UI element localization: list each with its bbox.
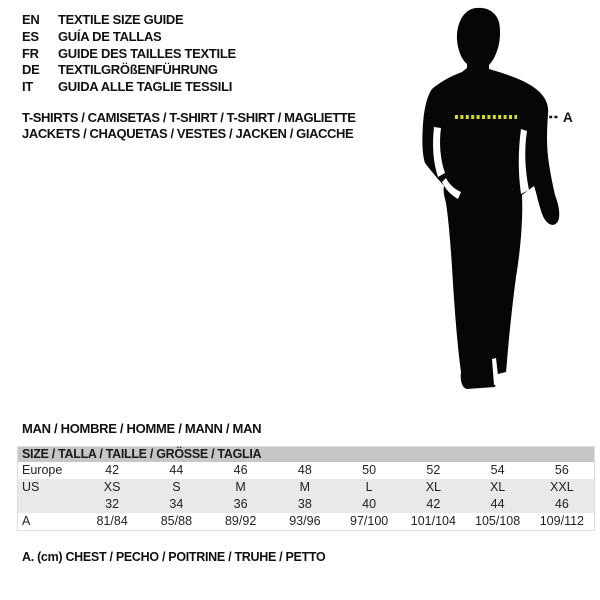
- table-cell: 36: [233, 497, 248, 511]
- language-row: [22, 62, 236, 79]
- table-cell: 93/96: [289, 514, 321, 528]
- measure-label-a: A: [563, 110, 573, 125]
- table-cell: 50: [362, 463, 377, 477]
- table-cell: 52: [426, 463, 441, 477]
- table-cell: 101/104: [410, 514, 456, 528]
- language-code: DE: [22, 62, 40, 78]
- language-row: [22, 29, 236, 46]
- table-cell: 40: [362, 497, 377, 511]
- table-cell: 44: [490, 497, 505, 511]
- category-jackets: JACKETS / CHAQUETAS / VESTES / JACKEN / GIACCHE: [22, 125, 354, 141]
- size-table-rows: [18, 462, 594, 530]
- table-row-label: US: [22, 480, 40, 494]
- table-cell: XL: [425, 480, 442, 494]
- table-cell: 44: [169, 463, 184, 477]
- table-row: [18, 513, 594, 530]
- table-cell: 85/88: [160, 514, 193, 528]
- table-cell: 105/108: [475, 514, 521, 528]
- measurement-footnote: A. (cm) CHEST / PECHO / POITRINE / TRUHE / PETTO: [22, 550, 326, 564]
- table-cell: S: [172, 480, 181, 494]
- silhouette-path: [422, 8, 559, 389]
- language-list: [22, 12, 236, 96]
- size-table: [17, 446, 595, 531]
- table-row: [18, 462, 594, 479]
- language-row: [22, 12, 236, 29]
- table-cell: XL: [489, 480, 506, 494]
- language-code: FR: [22, 45, 39, 61]
- table-row-label: Europe: [22, 463, 63, 477]
- language-label: GUÍA DE TALLAS: [58, 28, 162, 44]
- category-block: [22, 110, 356, 141]
- table-row: [18, 479, 594, 496]
- language-code: IT: [22, 79, 33, 95]
- language-code: EN: [22, 12, 40, 27]
- man-silhouette-figure: [395, 5, 595, 395]
- table-cell: L: [365, 480, 373, 494]
- table-cell: 32: [105, 497, 120, 511]
- table-cell: 42: [105, 463, 120, 477]
- section-man-label: MAN / HOMBRE / HOMME / MANN / MAN: [22, 421, 262, 436]
- language-label: GUIDA ALLE TAGLIE TESSILI: [58, 79, 233, 95]
- size-table-header: SIZE / TALLA / TAILLE / GRÖSSE / TAGLIA: [18, 447, 594, 462]
- table-cell: XXL: [550, 480, 574, 494]
- table-cell: 54: [490, 463, 505, 477]
- language-label: TEXTILGRÖßENFÜHRUNG: [58, 62, 218, 78]
- table-cell: 89/92: [224, 514, 257, 528]
- table-cell: 46: [233, 463, 248, 477]
- language-row: [22, 79, 236, 96]
- table-cell: 46: [554, 497, 569, 511]
- table-cell: 97/100: [350, 514, 389, 528]
- table-row-label: [18, 496, 80, 513]
- table-cell: M: [235, 480, 246, 494]
- table-cell: 109/112: [539, 514, 584, 528]
- language-label: GUIDE DES TAILLES TEXTILE: [58, 45, 236, 61]
- table-cell: 34: [169, 497, 184, 511]
- language-code: ES: [22, 28, 39, 44]
- table-cell: 56: [554, 463, 569, 477]
- table-cell: M: [299, 480, 311, 494]
- table-cell: 38: [297, 497, 312, 511]
- language-label: TEXTILE SIZE GUIDE: [58, 12, 184, 27]
- table-cell: 42: [426, 497, 441, 511]
- table-row: [18, 496, 594, 513]
- category-tshirts: T-SHIRTS / CAMISETAS / T-SHIRT / T-SHIRT / MAGLIETTE: [22, 110, 356, 125]
- table-cell: XS: [103, 480, 121, 494]
- table-cell: 48: [297, 463, 312, 477]
- language-row: [22, 46, 236, 63]
- table-row-label: A: [22, 514, 31, 528]
- table-cell: 81/84: [96, 514, 128, 528]
